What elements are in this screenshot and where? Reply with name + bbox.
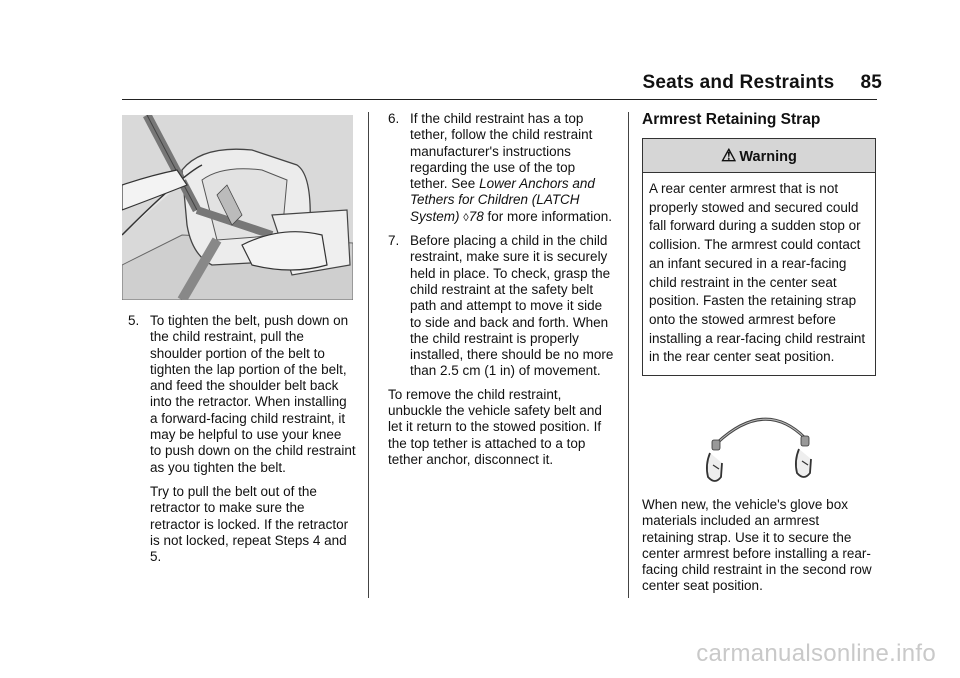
retaining-strap-drawing (695, 403, 850, 486)
step-number: 6. (388, 111, 400, 126)
cross-reference-link[interactable]: Lower Anchors and Tethers for Children (LATCH System) (410, 176, 595, 224)
section-title: Seats and Restraints (642, 72, 835, 93)
warning-header (643, 139, 875, 173)
page-ref-icon: ◊ (463, 211, 469, 224)
step-text-before: If the child restraint has a top tether, follow the child restraint manufacturer's instructions regarding the use of the top tether. See (410, 111, 593, 192)
header-rule (122, 99, 877, 100)
step-text: Before placing a child in the child restraint, make sure it is securely held in place. To check, grasp the child restraint at the safety belt path and attempt to move it side to side and back and forth. When the child restraint is properly installed, there should be no more than 2.5 cm (1 in) of movement. (410, 233, 614, 379)
step-text: To tighten the belt, push down on the child restraint, pull the shoulder portion of the belt to tighten the lap portion of the belt, and feed the shoulder belt back into the retractor. When installing a forward-facing child restraint, it may be helpful to use your knee to push down on the child restraint as you tighten the belt. (150, 313, 356, 475)
column-1 (128, 313, 356, 565)
page-number: 85 (860, 72, 882, 93)
step-7 (388, 233, 615, 380)
strap-paragraph-wrapper (642, 497, 874, 595)
cross-reference-page[interactable]: 78 (468, 208, 484, 224)
child-seat-belt-drawing (122, 115, 353, 300)
step-number: 7. (388, 233, 400, 249)
step-text-after: for more information. (487, 208, 613, 224)
step-text (410, 111, 615, 226)
strap-paragraph: When new, the vehicle's glove box materials included an armrest retaining strap. Use it to secure the center armrest before installing a rear-facing child restraint in the second row center seat position. (642, 497, 872, 594)
step-number: 5. (128, 313, 140, 328)
step-6 (388, 111, 615, 226)
step-5 (128, 313, 356, 565)
column-2 (388, 111, 615, 468)
section-heading: Armrest Retaining Strap (642, 111, 821, 128)
column-divider (368, 112, 369, 598)
page-header (642, 72, 882, 94)
retaining-strap-illustration (695, 403, 850, 486)
watermark: carmanualsonline.info (696, 640, 936, 667)
child-seat-belt-illustration (122, 115, 353, 300)
warning-label: Warning (739, 149, 797, 165)
step-followup: Try to pull the belt out of the retractor to make sure the retractor is locked. If the retractor is not locked, repeat Steps 4 and 5. (150, 483, 349, 565)
warning-text: A rear center armrest that is not properly stowed and secured could fall forward during a sudden stop or collision. The armrest could contact an infant secured in a rear-facing child restraint in the center seat position. Fasten the retaining strap onto the stowed armrest before installing a rear-facing child restraint in the rear center seat position. (649, 181, 866, 365)
warning-box (642, 138, 876, 376)
column-3 (642, 111, 876, 376)
remove-paragraph: To remove the child restraint, unbuckle the vehicle safety belt and let it return to the stowed position. If the top tether is attached to a top tether anchor, disconnect it. (388, 386, 602, 467)
warning-icon: ⚠ (721, 146, 737, 165)
column-divider (628, 112, 629, 598)
